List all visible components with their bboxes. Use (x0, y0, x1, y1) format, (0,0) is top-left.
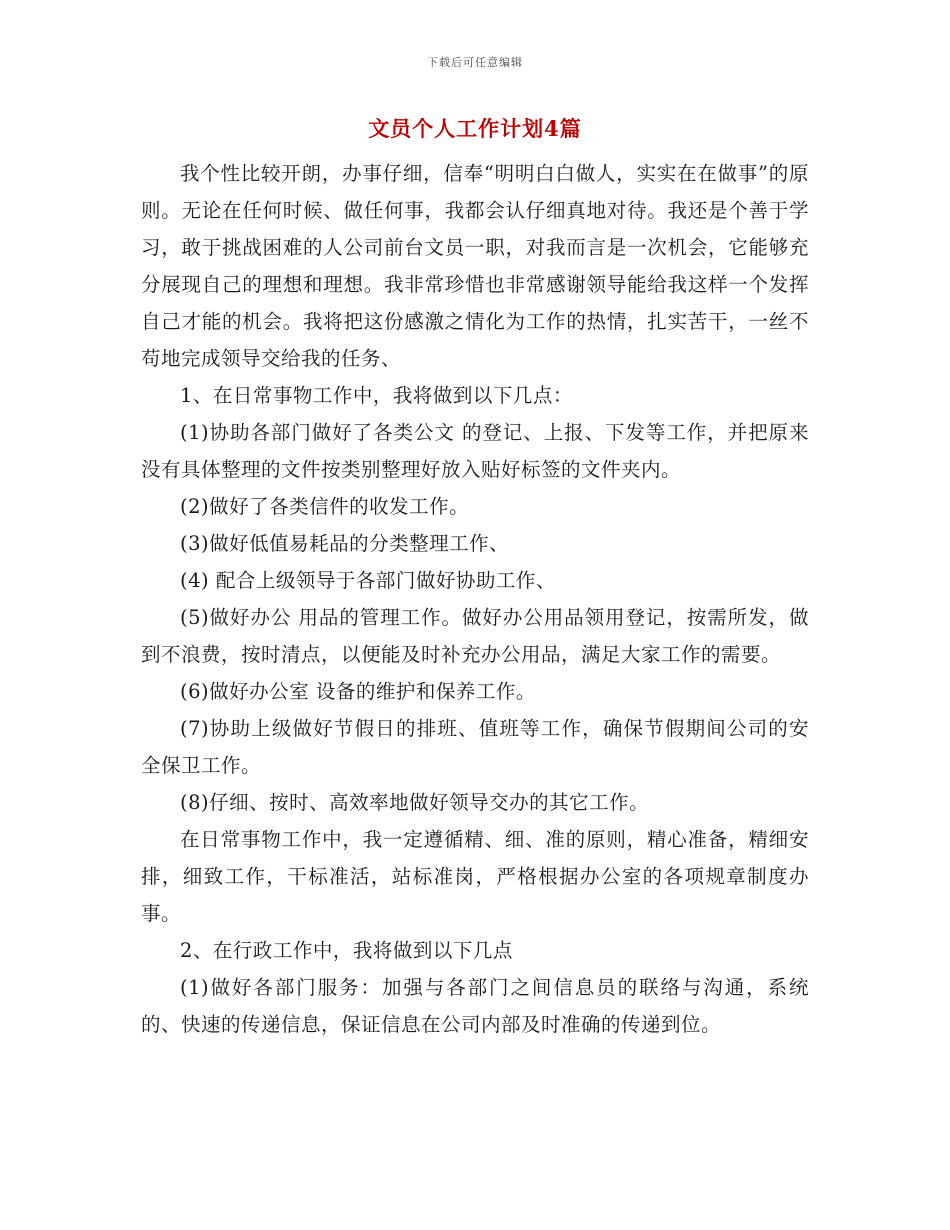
paragraph-section-2-item-1: (1)做好各部门服务：加强与各部门之间信息员的联络与沟通，系统的、快速的传递信息，保证信息在公司内部及时准确的传递到位。 (141, 976, 809, 1036)
paragraph-item-5: (5)做好办公 用品的管理工作。做好办公用品领用登记，按需所发，做到不浪费，按时清点，以便能及时补充办公用品，满足大家工作的需要。 (141, 606, 809, 666)
paragraph-section-2-heading: 2、在行政工作中，我将做到以下几点 (180, 939, 513, 962)
header-note: 下载后可任意编辑 (427, 56, 523, 69)
paragraph-item-6: (6)做好办公室 设备的维护和保养工作。 (180, 680, 536, 703)
paragraph-item-8: (8)仔细、按时、高效率地做好领导交办的其它工作。 (180, 791, 650, 814)
paragraph-item-1: (1)协助各部门做好了各类公文 的登记、上报、下发等工作，并把原来没有具体整理的文件按类别整理好放入贴好标签的文件夹内。 (141, 421, 809, 481)
paragraph-item-4: (4) 配合上级领导于各部门做好协助工作、 (180, 569, 556, 592)
paragraph-item-7: (7)协助上级做好节假日的排班、值班等工作，确保节假期间公司的安全保卫工作。 (141, 717, 809, 777)
document-title: 文员个人工作计划4篇 (368, 116, 582, 141)
paragraph-section-1-heading: 1、在日常事物工作中，我将做到以下几点： (180, 384, 573, 407)
paragraph-summary: 在日常事物工作中，我一定遵循精、细、准的原则，精心准备，精细安排，细致工作，干标准活，站标准岗，严格根据办公室的各项规章制度办事。 (141, 828, 809, 925)
document-body (141, 155, 809, 1043)
paragraph-intro: 我个性比较开朗，办事仔细，信奉“明明白白做人，实实在在做事”的原则。无论在任何时候、做任何事，我都会认仔细真地对待。我还是个善于学习，敢于挑战困难的人公司前台文员一职，对我而言是一次机会，它能够充分展现自己的理想和理想。我非常珍惜也非常感谢领导能给我这样一个发挥自己才能的机会。我将把这份感激之情化为工作的热情，扎实苦干，一丝不苟地完成领导交给我的任务、 (141, 162, 809, 370)
paragraph-item-3: (3)做好低值易耗品的分类整理工作、 (180, 532, 510, 555)
paragraph-item-2: (2)做好了各类信件的收发工作。 (180, 495, 470, 518)
